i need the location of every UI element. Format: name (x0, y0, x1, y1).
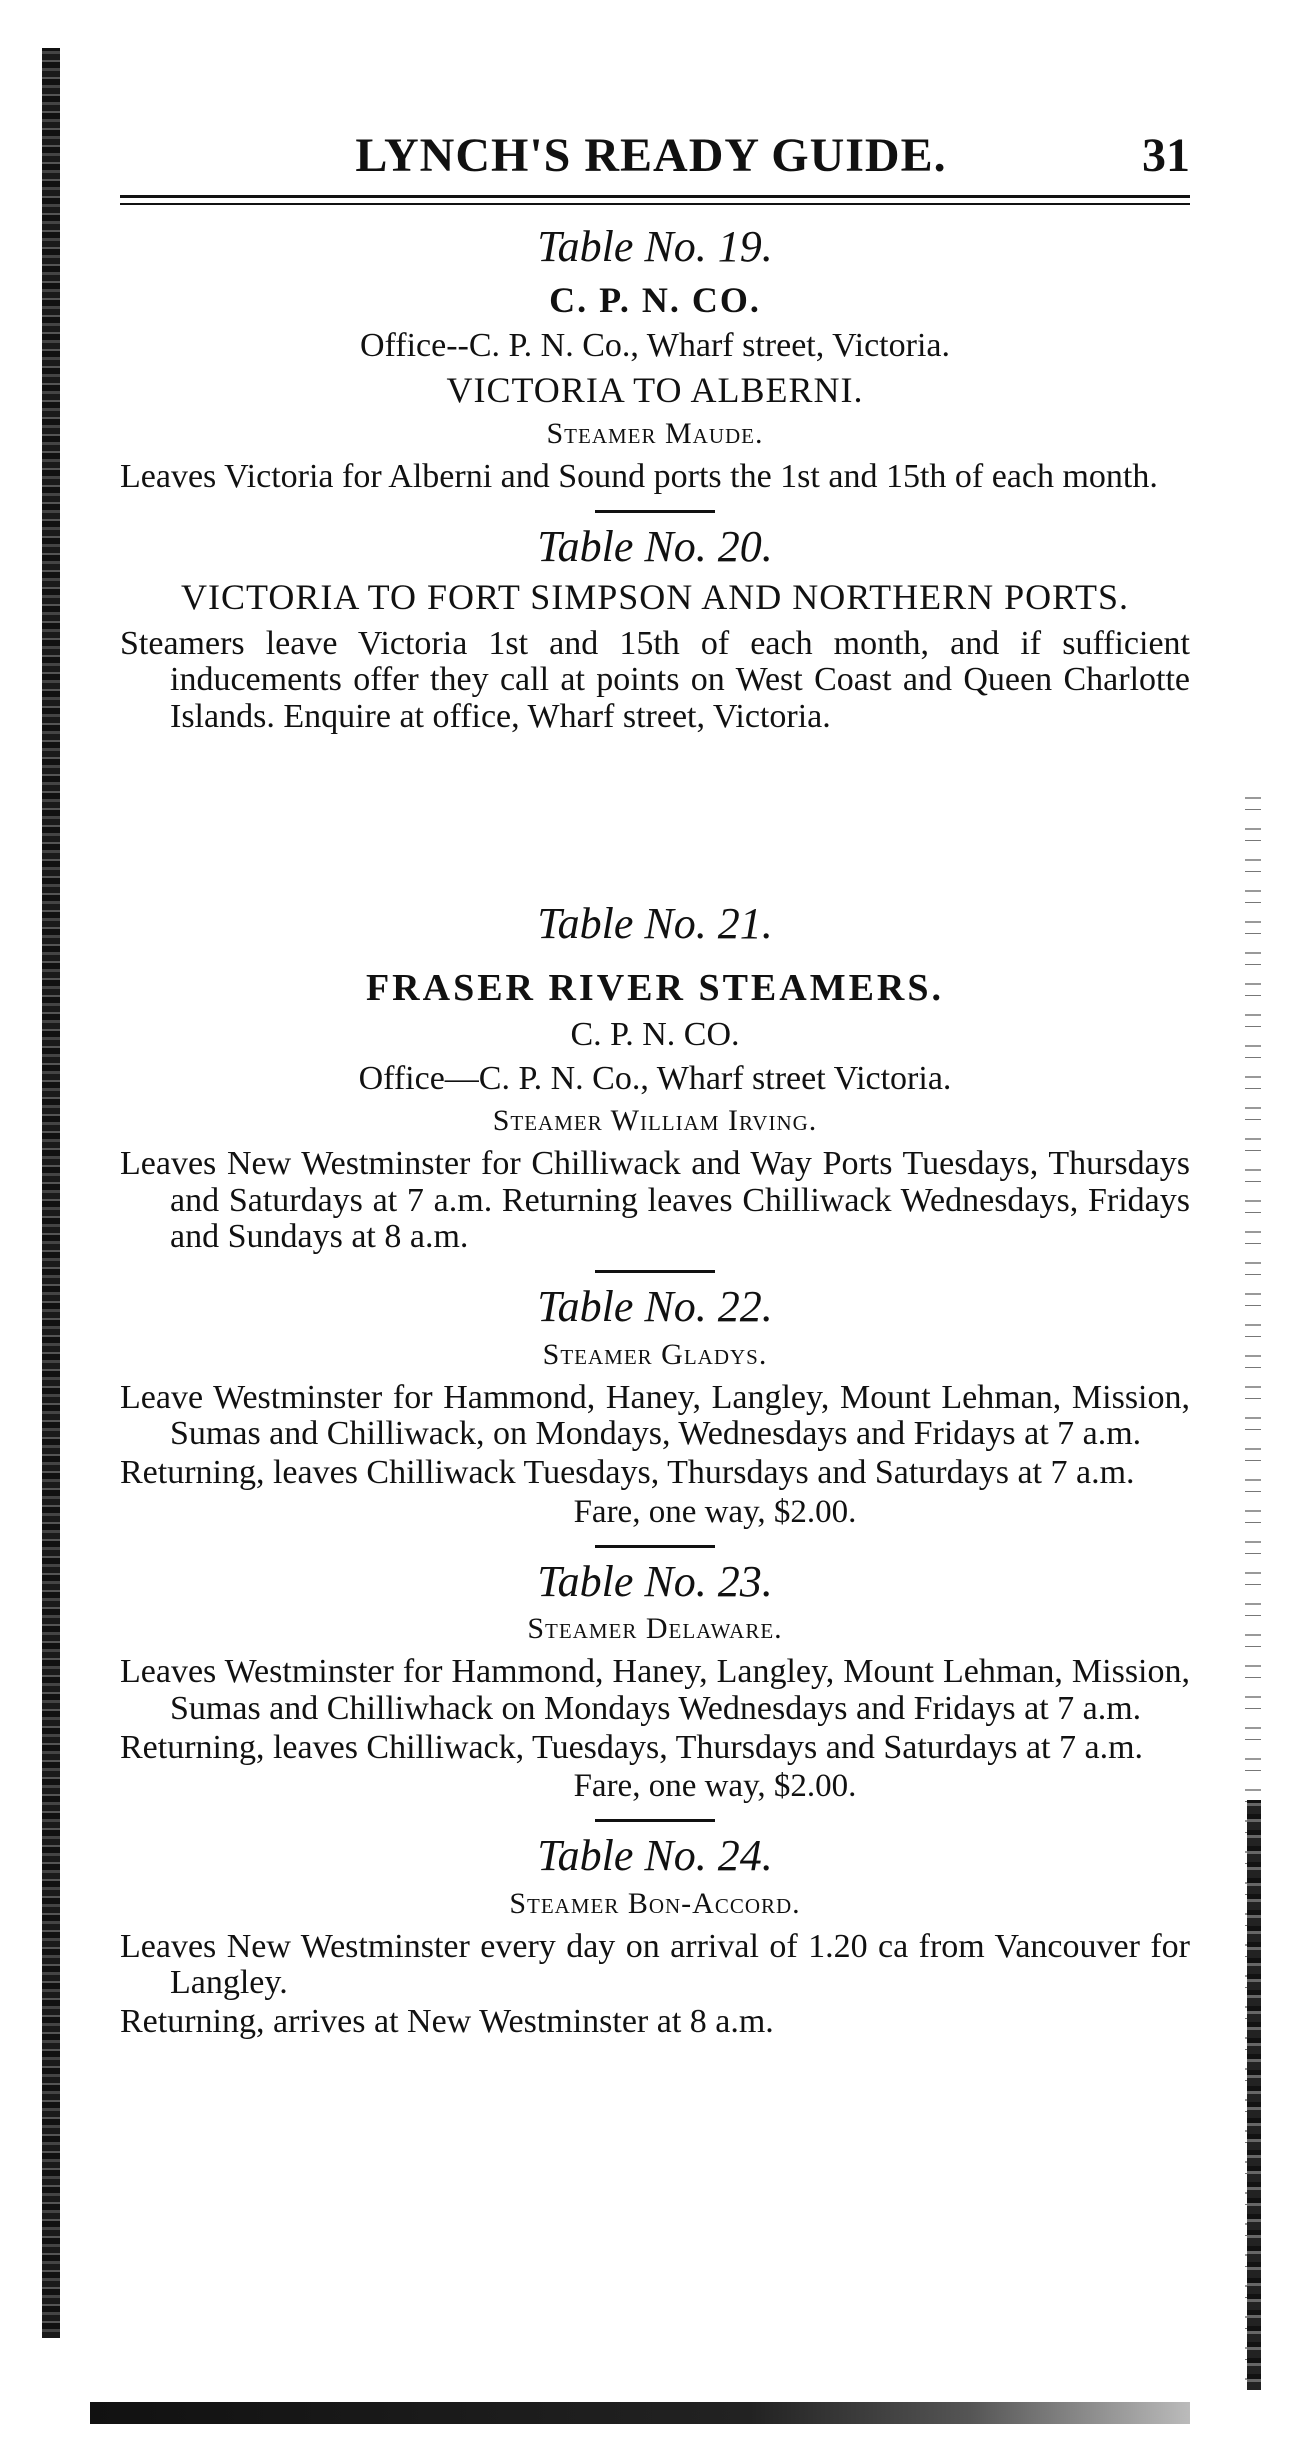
return-text: Returning, leaves Chilliwack Tuesdays, Thursdays and Saturdays at 7 a.m. (120, 1454, 1135, 1492)
company-name: FRASER RIVER STEAMERS. (365, 967, 945, 1010)
table-23 (120, 1558, 1190, 1806)
table-title: Table No. 20. (537, 522, 773, 572)
scan-edge-bottom (90, 2402, 1190, 2424)
table-title: Table No. 21. (537, 898, 773, 948)
fare-line: Fare, one way, $2.00. (573, 1493, 857, 1530)
table-22 (120, 1283, 1190, 1531)
table-21 (120, 900, 1190, 1257)
company-name: C. P. N. CO. (549, 280, 761, 321)
schedule-text: Leaves Westminster for Hammond, Haney, Langley, Mount Lehman, Mission, Sumas and Chilliwhack on Mondays Wednesdays and Fridays at 7 a.m. (120, 1653, 1190, 1727)
steamer-name: Steamer William Irving. (492, 1104, 818, 1138)
schedule-text: Leaves Victoria for Alberni and Sound ports the 1st and 15th of each month. (120, 458, 1158, 496)
scan-edge-right-dark (1247, 1800, 1261, 2390)
table-title: Table No. 24. (537, 1831, 773, 1881)
table-20 (120, 523, 1190, 736)
page-number: 31 (1142, 129, 1190, 182)
route-line: VICTORIA TO FORT SIMPSON AND NORTHERN PORTS. (180, 576, 1130, 617)
steamer-name: Steamer Bon-Accord. (509, 1886, 801, 1920)
section-divider (595, 510, 715, 513)
table-24 (120, 1832, 1190, 2041)
schedule-text: Leave Westminster for Hammond, Haney, Langley, Mount Lehman, Mission, Sumas and Chilliwack, on Mondays, Wednesdays and Fridays at 7 a.m. (120, 1378, 1190, 1453)
page (120, 128, 1190, 2041)
table-title: Table No. 22. (537, 1282, 773, 1332)
subcompany-line: C. P. N. CO. (570, 1016, 740, 1054)
return-text: Returning, leaves Chilliwack, Tuesdays, Thursdays and Saturdays at 7 a.m. (120, 1728, 1144, 1766)
scan-edge-left (42, 48, 60, 2338)
section-divider (595, 1270, 715, 1273)
fare-line: Fare, one way, $2.00. (573, 1768, 857, 1805)
steamer-name: Steamer Gladys. (542, 1337, 768, 1371)
return-text: Returning, arrives at New Westminster at 8 a.m. (120, 2003, 774, 2041)
section-divider (595, 1545, 715, 1548)
running-title: LYNCH'S READY GUIDE. (355, 129, 947, 182)
steamer-name: Steamer Delaware. (527, 1612, 783, 1646)
page-header (120, 128, 1190, 183)
section-divider (595, 1819, 715, 1822)
schedule-text: Leaves New Westminster every day on arrival of 1.20 ca from Vancouver for Langley. (120, 1927, 1190, 2002)
header-rule (120, 195, 1190, 205)
office-line: Office—C. P. N. Co., Wharf street Victoria. (358, 1060, 952, 1098)
table-title: Table No. 19. (537, 222, 773, 271)
schedule-text: Steamers leave Victoria 1st and 15th of each month, and if sufficient inducements offer they call at points on West Coast and Queen Charlotte Islands. Enquire at office, Wharf street, Victoria. (120, 624, 1190, 735)
blank-space (120, 736, 1190, 876)
route-line: VICTORIA TO ALBERNI. (446, 370, 864, 411)
steamer-name: Steamer Maude. (546, 417, 764, 451)
table-title: Table No. 23. (537, 1556, 773, 1606)
table-19 (120, 223, 1190, 496)
office-line: Office--C. P. N. Co., Wharf street, Victoria. (360, 327, 950, 365)
schedule-text: Leaves New Westminster for Chilliwack and Way Ports Tuesdays, Thursdays and Saturdays at 7 a.m. Returning leaves Chilliwack Wednesdays, Fridays and Sundays at 8 a.m. (120, 1145, 1190, 1256)
